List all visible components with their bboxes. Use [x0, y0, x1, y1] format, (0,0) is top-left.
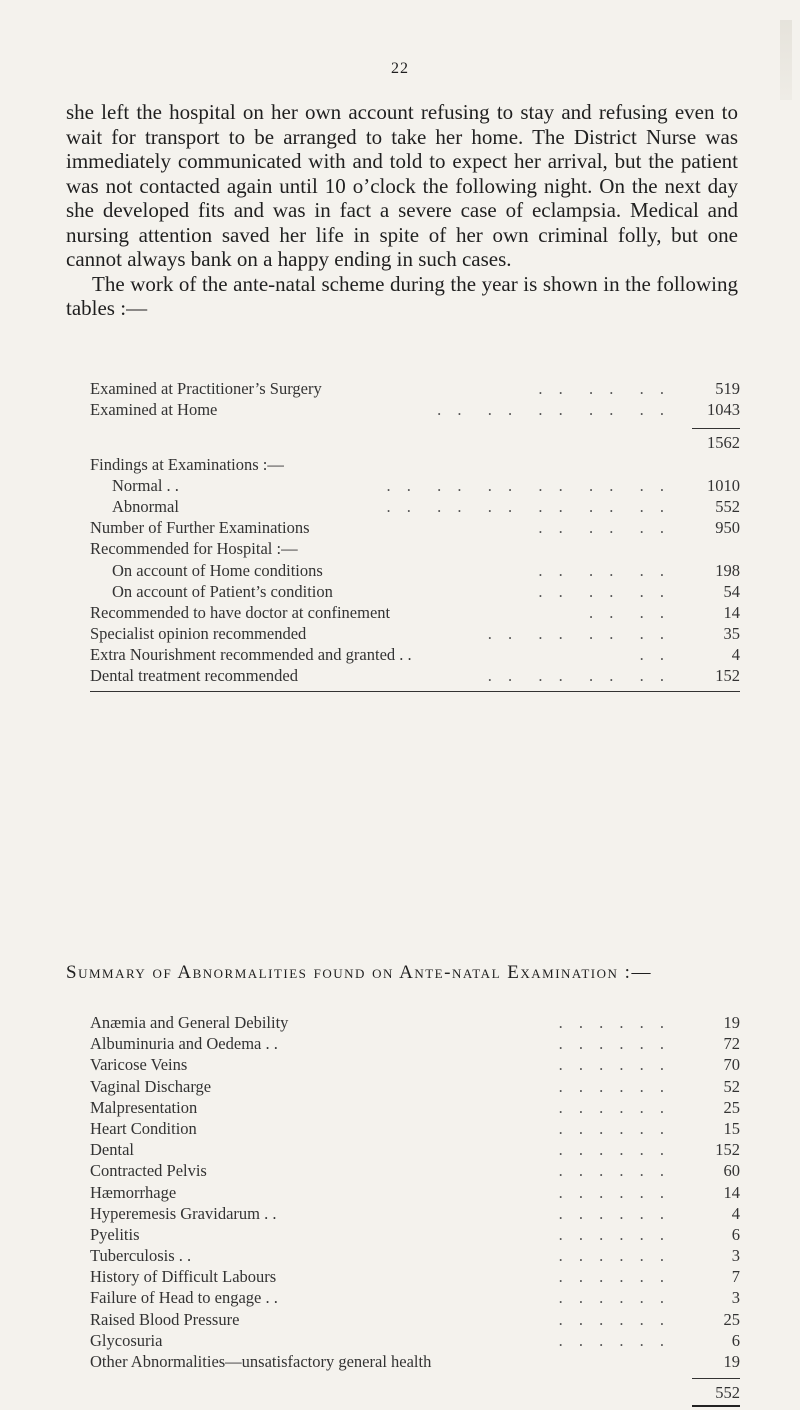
row-value: 25: [723, 1097, 740, 1117]
total-rule: [692, 428, 740, 429]
row-label: Examined at Home: [90, 400, 218, 420]
closing-rule-wrap: [90, 1403, 740, 1409]
table-row: [90, 1076, 740, 1097]
row-value: 19: [723, 1013, 740, 1032]
row-value: 72: [723, 1034, 740, 1054]
row-label: Anæmia and General Debility: [90, 1013, 289, 1032]
table-row: [90, 538, 740, 559]
table-row: [90, 432, 740, 453]
table-row: [90, 1330, 740, 1351]
row-value: 25: [723, 1309, 740, 1329]
table-row: [90, 1224, 740, 1245]
row-value: 1010: [707, 475, 740, 495]
row-label: Heart Condition: [90, 1118, 197, 1138]
row-value: 4: [731, 645, 740, 665]
leader-dots: . . . . . . . .: [487, 624, 670, 644]
leader-dots: . . . . . .: [558, 1097, 670, 1117]
total-rule-wrap: [90, 420, 740, 432]
row-value: 52: [723, 1076, 740, 1096]
section-rule-wrap: [90, 687, 740, 695]
table-row: [90, 644, 740, 665]
table-row: [90, 1097, 740, 1118]
table-row: [90, 496, 740, 517]
leader-dots: . . . . . .: [558, 1224, 670, 1244]
row-label: Contracted Pelvis: [90, 1161, 207, 1181]
row-label: Number of Further Examinations: [90, 518, 310, 538]
leader-dots: . . . . . .: [558, 1246, 670, 1266]
table-row: [90, 475, 740, 496]
row-value: 6: [731, 1224, 740, 1244]
row-value: 3: [731, 1246, 740, 1266]
row-value: 152: [715, 666, 740, 686]
leader-dots: . . . . . .: [558, 1203, 670, 1223]
row-label: Pyelitis: [90, 1224, 140, 1244]
table-row: [90, 1287, 740, 1308]
leader-dots: . . . . . .: [558, 1161, 670, 1181]
leader-dots: . . . . . .: [538, 379, 670, 398]
row-value: 152: [715, 1140, 740, 1160]
leader-dots: . . . . . . . . . .: [437, 400, 670, 420]
row-label: Dental treatment recommended: [90, 666, 298, 686]
row-value: 6: [731, 1330, 740, 1350]
table-row: [90, 378, 740, 399]
table-row: [90, 1203, 740, 1224]
row-value: 35: [723, 624, 740, 644]
leader-dots: . . . . . .: [538, 581, 670, 601]
table-row: [90, 560, 740, 581]
leader-dots: . . . . . .: [538, 560, 670, 580]
row-value: 519: [715, 379, 740, 398]
row-value: 54: [723, 581, 740, 601]
leader-dots: . . . . . .: [558, 1118, 670, 1138]
row-value: 15: [723, 1118, 740, 1138]
table-row: [90, 1012, 740, 1033]
row-label: On account of Home conditions: [112, 560, 323, 580]
row-value: 198: [715, 560, 740, 580]
row-label: Malpresentation: [90, 1097, 198, 1117]
leader-dots: . . . . . .: [558, 1140, 670, 1160]
row-label: History of Difficult Labours: [90, 1267, 277, 1287]
row-value: 19: [723, 1352, 740, 1371]
examinations-table: [90, 378, 740, 695]
total-rule: [692, 1378, 740, 1379]
row-value: 14: [723, 602, 740, 622]
row-value: 950: [715, 518, 740, 538]
table-row: [90, 1160, 740, 1181]
leader-dots: . . . . . .: [558, 1288, 670, 1308]
table-row: [90, 1182, 740, 1203]
row-label: Normal . .: [112, 475, 179, 495]
paragraph-2: The work of the ante-natal scheme during the year is shown in the following tables :—: [66, 271, 738, 320]
table-row: [90, 1351, 740, 1372]
row-label: Recommended to have doctor at confinement: [90, 602, 391, 622]
leader-dots: . . . . . .: [558, 1330, 670, 1350]
leader-dots: . . . . . . . .: [487, 666, 670, 686]
table-row: [90, 665, 740, 686]
row-label: Recommended for Hospital :—: [90, 539, 298, 559]
row-label: Specialist opinion recommended: [90, 624, 307, 644]
closing-rule: [692, 1405, 740, 1407]
row-label: Tuberculosis . .: [90, 1246, 192, 1266]
row-value: 3: [731, 1288, 740, 1308]
table-row: [90, 1309, 740, 1330]
leader-dots: . . . .: [589, 602, 670, 622]
row-value: 1043: [707, 400, 740, 420]
leader-dots: . . . . . .: [558, 1309, 670, 1329]
table-row: [90, 1139, 740, 1160]
row-value: 60: [723, 1161, 740, 1181]
leader-dots: . . . . . .: [558, 1055, 670, 1075]
leader-dots: . . . . . . . . . . . .: [386, 496, 670, 516]
leader-dots: . . . . . .: [558, 1182, 670, 1202]
table-row: [90, 1033, 740, 1054]
table-row: [90, 1266, 740, 1287]
row-label: Examined at Practitioner’s Surgery: [90, 379, 322, 398]
row-label: Albuminuria and Oedema . .: [90, 1034, 278, 1054]
body-text: [66, 100, 738, 321]
summary-heading: Summary of Abnormalities found on Ante-natal Examination :—: [66, 962, 652, 983]
leader-dots: . . . . . . . . . . . .: [386, 475, 670, 495]
row-value: 552: [715, 496, 740, 516]
row-label: Hyperemesis Gravidarum . .: [90, 1203, 277, 1223]
row-label: Other Abnormalities—unsatisfactory general health: [90, 1352, 432, 1371]
leader-dots: . .: [639, 645, 670, 665]
table-row: [90, 454, 740, 475]
row-label: Failure of Head to engage . .: [90, 1288, 278, 1308]
row-value: 4: [731, 1203, 740, 1223]
table-row: [90, 1054, 740, 1075]
paragraph-1: she left the hospital on her own account refusing to stay and refusing even to wait for transport to be arranged to take her home. The District Nurse was immediately communicated with and told to expect her arrival, but the patient was not contacted again until 10 o’clock the following night. On the next day she developed fits and was in fact a severe case of eclampsia. Medical and nursing attention saved her life in spite of her own criminal folly, but one cannot always bank on a happy ending in such cases.: [66, 100, 738, 271]
table-row: [90, 1382, 740, 1403]
total-rule-wrap: [90, 1372, 740, 1382]
section-rule: [90, 691, 740, 692]
table-row: [90, 399, 740, 420]
table-row: [90, 623, 740, 644]
row-label: Glycosuria: [90, 1330, 163, 1350]
page-number: 22: [391, 60, 409, 77]
row-label: Dental: [90, 1140, 134, 1160]
findings-heading: Findings at Examinations :—: [90, 454, 284, 474]
total-value: 552: [715, 1383, 740, 1403]
row-label: Abnormal: [112, 496, 179, 516]
row-label: Raised Blood Pressure: [90, 1309, 240, 1329]
table-row: [90, 602, 740, 623]
row-label: Extra Nourishment recommended and granted . .: [90, 645, 412, 665]
row-label: Vaginal Discharge: [90, 1076, 212, 1096]
row-value: 7: [731, 1267, 740, 1287]
table-row: [90, 581, 740, 602]
leader-dots: . . . . . .: [558, 1267, 670, 1287]
total-value: 1562: [707, 433, 740, 453]
table-row: [90, 1118, 740, 1139]
row-value: 70: [723, 1055, 740, 1075]
row-label: Hæmorrhage: [90, 1182, 177, 1202]
row-label: On account of Patient’s condition: [112, 581, 333, 601]
summary-table: [90, 1012, 740, 1409]
table-row: [90, 517, 740, 538]
table-row: [90, 1245, 740, 1266]
row-label: Varicose Veins: [90, 1055, 188, 1075]
leader-dots: . . . . . .: [558, 1013, 670, 1032]
leader-dots: . . . . . .: [538, 518, 670, 538]
row-value: 14: [723, 1182, 740, 1202]
leader-dots: . . . . . .: [558, 1076, 670, 1096]
leader-dots: . . . . . .: [558, 1034, 670, 1054]
